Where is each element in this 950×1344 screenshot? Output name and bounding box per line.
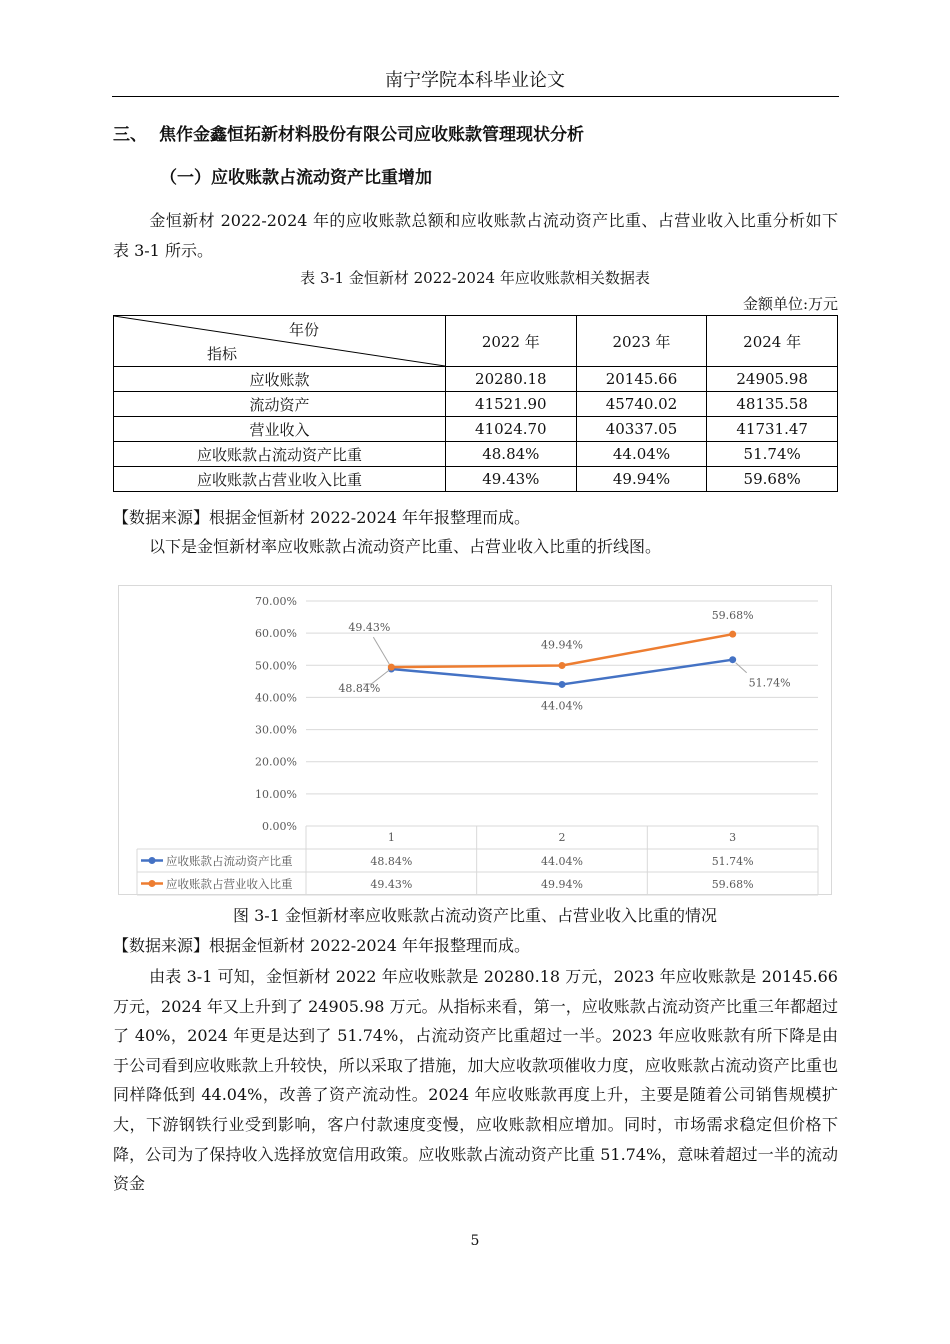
data-table-value: 48.84% — [370, 855, 413, 868]
row-label: 营业收入 — [114, 417, 446, 442]
y-tick-label: 30.00% — [255, 723, 297, 737]
table-cell: 40337.05 — [576, 417, 707, 442]
y-tick-label: 10.00% — [255, 787, 297, 801]
data-point — [559, 662, 566, 669]
data-point — [729, 656, 736, 663]
section-title: 焦作金鑫恒拓新材料股份有限公司应收账款管理现状分析 — [159, 125, 584, 145]
intro-paragraph-text: 金恒新材 2022-2024 年的应收账款总额和应收账款占流动资产比重、占营业收入比重分析如下表 3-1 所示。 — [113, 211, 838, 260]
page-number: 5 — [470, 1233, 480, 1249]
y-tick-label: 40.00% — [255, 691, 297, 705]
table-source-note: 【数据来源】根据金恒新材 2022-2024 年年报整理而成。 — [113, 508, 531, 527]
data-point — [388, 664, 395, 671]
table-cell: 41731.47 — [707, 417, 838, 442]
running-header: 南宁学院本科毕业论文 — [385, 70, 565, 91]
chart-intro-text: 以下是金恒新材率应收账款占流动资产比重、占营业收入比重的折线图。 — [149, 537, 662, 556]
row-label: 应收账款 — [114, 367, 446, 392]
y-tick-label: 70.00% — [255, 595, 297, 608]
leader-line — [373, 637, 389, 664]
legend-key-marker — [149, 880, 156, 887]
data-table-value: 44.04% — [541, 855, 583, 868]
table-cell: 51.74% — [707, 442, 838, 467]
data-label: 59.68% — [711, 609, 754, 623]
legend-key-marker — [149, 857, 156, 864]
y-tick-label: 60.00% — [255, 627, 297, 641]
y-tick-label: 20.00% — [255, 755, 297, 769]
table-cell: 41024.70 — [446, 417, 577, 442]
column-header: 2024 年 — [707, 316, 838, 367]
x-category-label: 2 — [558, 831, 566, 844]
subsection-heading: （一）应收账款占流动资产比重增加 — [160, 168, 432, 188]
data-label: 49.94% — [541, 638, 583, 652]
x-category-label: 1 — [387, 831, 395, 844]
row-label: 应收账款占营业收入比重 — [114, 467, 446, 492]
leader-line — [736, 663, 747, 673]
column-header: 2022 年 — [446, 316, 577, 367]
data-label: 48.84% — [338, 682, 381, 696]
table-cell: 20145.66 — [576, 367, 707, 392]
column-header: 2023 年 — [576, 316, 707, 367]
legend-series-name: 应收账款占流动资产比重 — [166, 854, 293, 868]
table-cell: 48.84% — [446, 442, 577, 467]
data-label: 49.43% — [348, 621, 391, 635]
row-label: 流动资产 — [114, 392, 446, 417]
table-cell: 20280.18 — [446, 367, 577, 392]
figure-source-note: 【数据来源】根据金恒新材 2022-2024 年年报整理而成。 — [113, 936, 531, 955]
header-year: 年份 — [289, 321, 320, 339]
table-cell: 24905.98 — [707, 367, 838, 392]
table-cell: 49.94% — [576, 467, 707, 492]
data-table-value: 51.74% — [711, 855, 754, 868]
table-cell: 48135.58 — [707, 392, 838, 417]
data-point — [729, 631, 736, 638]
data-table-value: 59.68% — [711, 878, 754, 891]
data-point — [559, 681, 566, 688]
analysis-paragraph — [113, 962, 838, 1199]
data-label: 44.04% — [541, 699, 583, 713]
table-cell: 59.68% — [707, 467, 838, 492]
table-caption: 表 3-1 金恒新材 2022-2024 年应收账款相关数据表 — [300, 269, 650, 287]
legend-series-name: 应收账款占营业收入比重 — [166, 877, 293, 891]
table-cell: 44.04% — [576, 442, 707, 467]
table-cell: 41521.90 — [446, 392, 577, 417]
table-unit: 金额单位:万元 — [742, 295, 838, 313]
y-tick-label: 0.00% — [262, 820, 297, 833]
table-cell: 45740.02 — [576, 392, 707, 417]
table-cell: 49.43% — [446, 467, 577, 492]
row-label: 应收账款占流动资产比重 — [114, 442, 446, 467]
data-table-value: 49.94% — [541, 878, 583, 891]
header-indicator: 指标 — [207, 345, 238, 363]
y-tick-label: 50.00% — [255, 659, 297, 673]
x-category-label: 3 — [729, 831, 737, 844]
section-number: 三、 — [113, 125, 147, 145]
analysis-paragraph-text: 由表 3-1 可知，金恒新材 2022 年应收账款是 20280.18 万元，2023 年应收账款是 20145.66 万元，2024 年又上升到了 24905.98 万元。从指标来看，第一，应收账款占流动资产比重三年都超过了 40%，2024 年更是达到了 51.74%，占流动资产比重超过一半。2023 年应收账款有所下降是由于公司看到应收账款上升较快，所以采取了措施，加大应收款项催收力度，应收账款占流动资产比重也同样降低到 44.04%，改善了资产流动性。2024 年应收账款再度上升，主要是随着公司销售规模扩大，下游钢铁行业受到影响，客户付款速度变慢，应收账款相应增加。同时，市场需求稳定但价格下降，公司为了保持收入选择放宽信用政策。应收账款占流动资产比重 51.74%，意味着超过一半的流动资金 — [113, 967, 838, 1194]
data-table-value: 49.43% — [370, 878, 413, 891]
data-label: 51.74% — [748, 676, 791, 690]
figure-caption: 图 3-1 金恒新材率应收账款占流动资产比重、占营业收入比重的情况 — [233, 906, 717, 925]
